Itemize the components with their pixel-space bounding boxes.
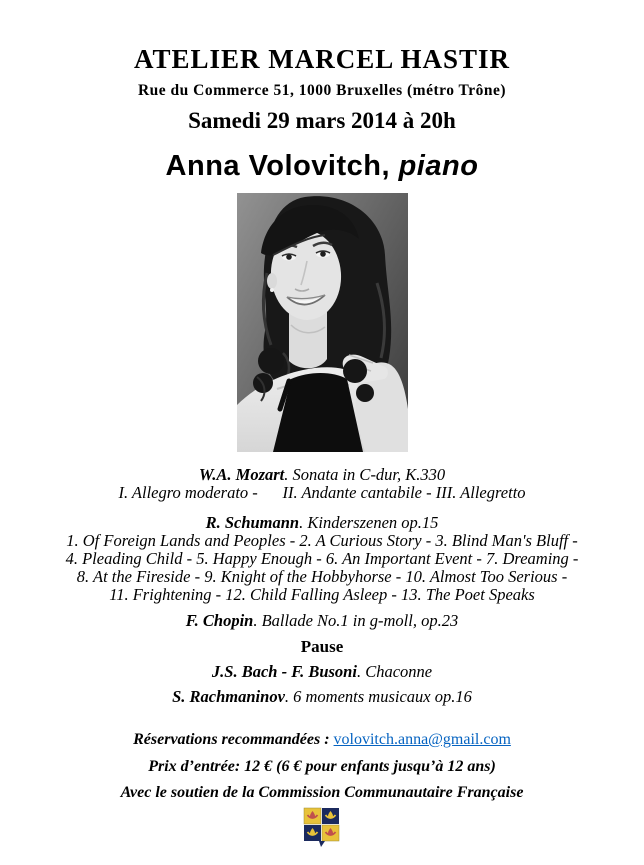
movements-schumann-4: 11. Frightening - 12. Child Falling Asleep - 13. The Poet Speaks [109, 585, 535, 604]
piece-bach [0, 662, 644, 681]
composer-bach: J.S. Bach - F. Busoni [211, 662, 357, 681]
piece-schumann [0, 513, 644, 532]
piece-chopin [0, 611, 644, 630]
movements-schumann-3: 8. At the Fireside - 9. Knight of the Hobbyhorse - 10. Almost Too Serious - [76, 567, 568, 586]
program-section [0, 465, 644, 706]
price-line: Prix d’entrée: 12 € (6 € pour enfants jusqu’à 12 ans) [148, 758, 496, 775]
work-chopin: . Ballade No.1 in g-moll, op.23 [253, 611, 459, 630]
venue-title: ATELIER MARCEL HASTIR [133, 44, 511, 74]
composer-mozart: W.A. Mozart [198, 465, 285, 484]
composer-rachmaninov: S. Rachmaninov [172, 687, 285, 706]
movements-mozart: I. Allegro moderato - II. Andante cantabile - III. Allegretto [118, 483, 526, 502]
venue-address: Rue du Commerce 51, 1000 Bruxelles (métro Trône) [137, 82, 507, 99]
pause-label: Pause [300, 637, 344, 656]
reservations-line [0, 730, 644, 750]
composer-chopin: F. Chopin [185, 611, 254, 630]
work-rachmaninov: . 6 moments musicaux op.16 [284, 687, 472, 706]
flyer-header [0, 44, 644, 183]
reservations-label: Réservations recommandées : [133, 731, 334, 748]
artist-name: Anna Volovitch, [165, 150, 399, 182]
work-schumann: . Kinderszenen op.15 [299, 513, 439, 532]
piece-rachmaninov [0, 687, 644, 706]
artist-photo [0, 193, 644, 452]
work-mozart: . Sonata in C-dur, K.330 [284, 465, 446, 484]
portrait-image [237, 193, 408, 452]
artist-instrument: piano [398, 150, 479, 182]
piece-mozart [0, 465, 644, 484]
cocof-logo [0, 807, 644, 847]
event-date: Samedi 29 mars 2014 à 20h [188, 108, 456, 133]
movements-schumann-2: 4. Pleading Child - 5. Happy Enough - 6. An Important Event - 7. Dreaming - [65, 549, 579, 568]
movements-schumann-1: 1. Of Foreign Lands and Peoples - 2. A Curious Story - 3. Blind Man's Bluff - [66, 531, 578, 550]
cocof-logo-icon [303, 807, 341, 847]
support-line: Avec le soutien de la Commission Communautaire Française [120, 784, 524, 801]
artist-line [0, 149, 644, 183]
composer-schumann: R. Schumann [205, 513, 300, 532]
footer-section [0, 730, 644, 847]
logo-tail [319, 841, 325, 847]
work-bach: . Chaconne [356, 662, 433, 681]
reservation-email-link[interactable]: volovitch.anna@gmail.com [333, 731, 511, 748]
